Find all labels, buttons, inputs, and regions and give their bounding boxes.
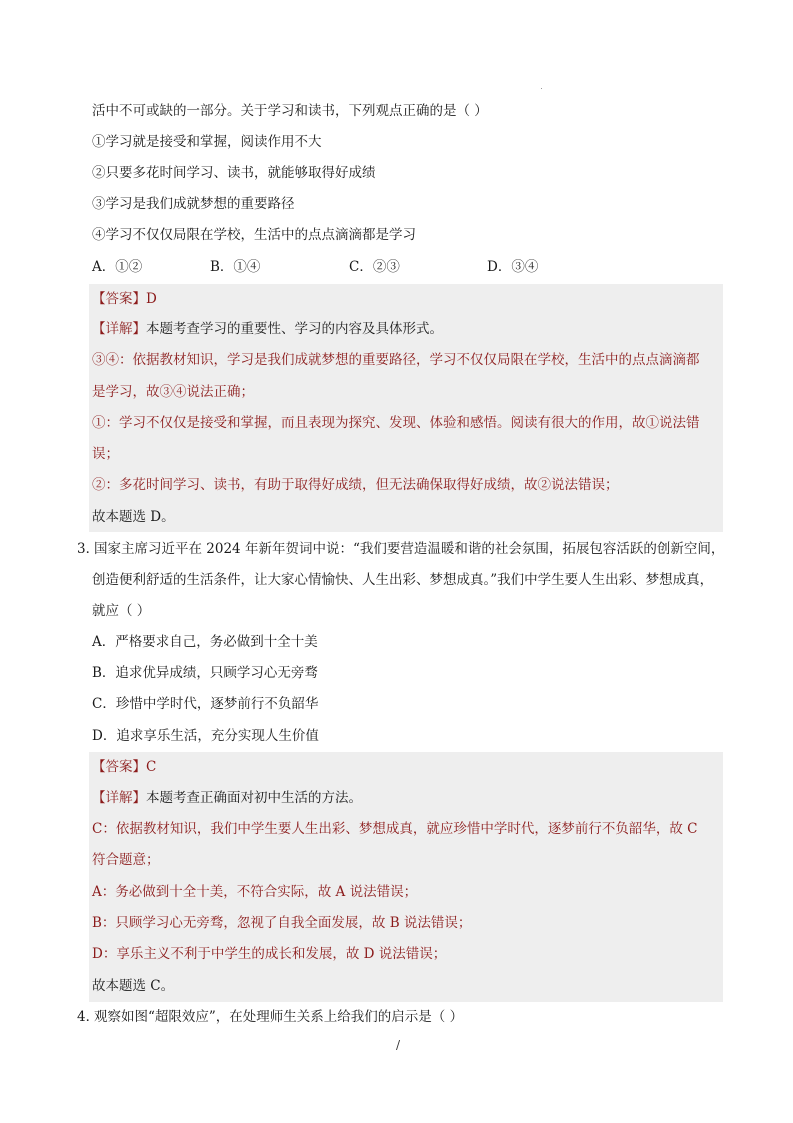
q2-answer-value: D	[146, 291, 157, 307]
q3-stem-3: 就应（ ）	[92, 603, 151, 619]
q2-analysis-4: 误；	[92, 446, 119, 462]
q3-option-c: C．珍惜中学时代，逐梦前行不负韶华	[92, 696, 319, 712]
page-mark: /	[396, 1038, 401, 1052]
q3-detail	[92, 788, 362, 808]
q3-detail-text: 本题考查正确面对初中生活的方法。	[146, 790, 362, 806]
q3-conclusion: 故本题选 C。	[92, 978, 175, 994]
q3-analysis-4: B：只顾学习心无旁骛，忽视了自我全面发展，故 B 说法错误；	[92, 915, 472, 931]
q2-analysis-1: ③④：依据教材知识，学习是我们成就梦想的重要路径，学习不仅仅局限在学校，生活中的点点滴滴都	[92, 352, 700, 368]
q3-analysis-1: C：依据教材知识，我们中学生要人生出彩、梦想成真，就应珍惜中学时代，逐梦前行不负韶华，故 C	[92, 821, 698, 837]
q2-answer-label: 【答案】	[92, 291, 146, 307]
q2-detail-label: 【详解】	[92, 321, 146, 337]
q3-stem-1: 国家主席习近平在 2024 年新年贺词中说：“我们要营造温暖和谐的社会氛围，拓展包容活跃的创新空间，	[94, 541, 725, 557]
q2-statement-4: ④学习不仅仅局限在学校，生活中的点点滴滴都是学习	[92, 227, 416, 243]
q2-detail	[92, 319, 443, 339]
q3-answer-label: 【答案】	[92, 759, 146, 775]
q4-stem: 观察如图“超限效应”，在处理师生关系上给我们的启示是（ ）	[94, 1009, 464, 1025]
q2-statement-2: ②只要多花时间学习、读书，就能够取得好成绩	[92, 165, 376, 181]
q2-analysis-5: ②：多花时间学习、读书，有助于取得好成绩，但无法确保取得好成绩，故②说法错误；	[92, 477, 619, 493]
q3-option-a: A．严格要求自己，务必做到十全十美	[92, 634, 318, 650]
q3-number: 3．	[77, 541, 100, 557]
q2-detail-text: 本题考查学习的重要性、学习的内容及具体形式。	[146, 321, 443, 337]
q2-conclusion: 故本题选 D。	[92, 509, 175, 525]
q2-stem-tail: 活中不可或缺的一部分。关于学习和读书，下列观点正确的是（ ）	[92, 103, 488, 119]
q2-option-c: C．②③	[349, 259, 400, 275]
q3-analysis-2: 符合题意；	[92, 852, 160, 868]
q2-option-d: D．③④	[487, 259, 539, 275]
q2-option-a: A．①②	[92, 259, 143, 275]
q2-option-b: B．①④	[210, 259, 261, 275]
q3-option-d: D．追求享乐生活，充分实现人生价值	[92, 728, 319, 744]
q3-answer-value: C	[146, 759, 157, 775]
q2-answer	[92, 289, 157, 309]
q2-statement-1: ①学习就是接受和掌握，阅读作用不大	[92, 134, 322, 150]
q2-analysis-2: 是学习，故③④说法正确；	[92, 384, 254, 400]
q3-answer	[92, 757, 156, 777]
q2-analysis-3: ①：学习不仅仅是接受和掌握，而且表现为探究、发现、体验和感悟。阅读有很大的作用，故①说法错	[92, 415, 700, 431]
q3-analysis-3: A：务必做到十全十美，不符合实际，故 A 说法错误；	[92, 884, 418, 900]
q3-option-b: B．追求优异成绩，只顾学习心无旁骛	[92, 665, 318, 681]
q4-number: 4．	[77, 1009, 100, 1025]
q2-statement-3: ③学习是我们成就梦想的重要路径	[92, 196, 295, 212]
scan-dot	[541, 88, 542, 89]
q3-detail-label: 【详解】	[92, 790, 146, 806]
q3-analysis-5: D：享乐主义不利于中学生的成长和发展，故 D 说法错误；	[92, 946, 447, 962]
q3-stem-2: 创造便利舒适的生活条件，让大家心情愉快、人生出彩、梦想成真。”我们中学生要人生出彩、梦想成真，	[92, 572, 714, 588]
